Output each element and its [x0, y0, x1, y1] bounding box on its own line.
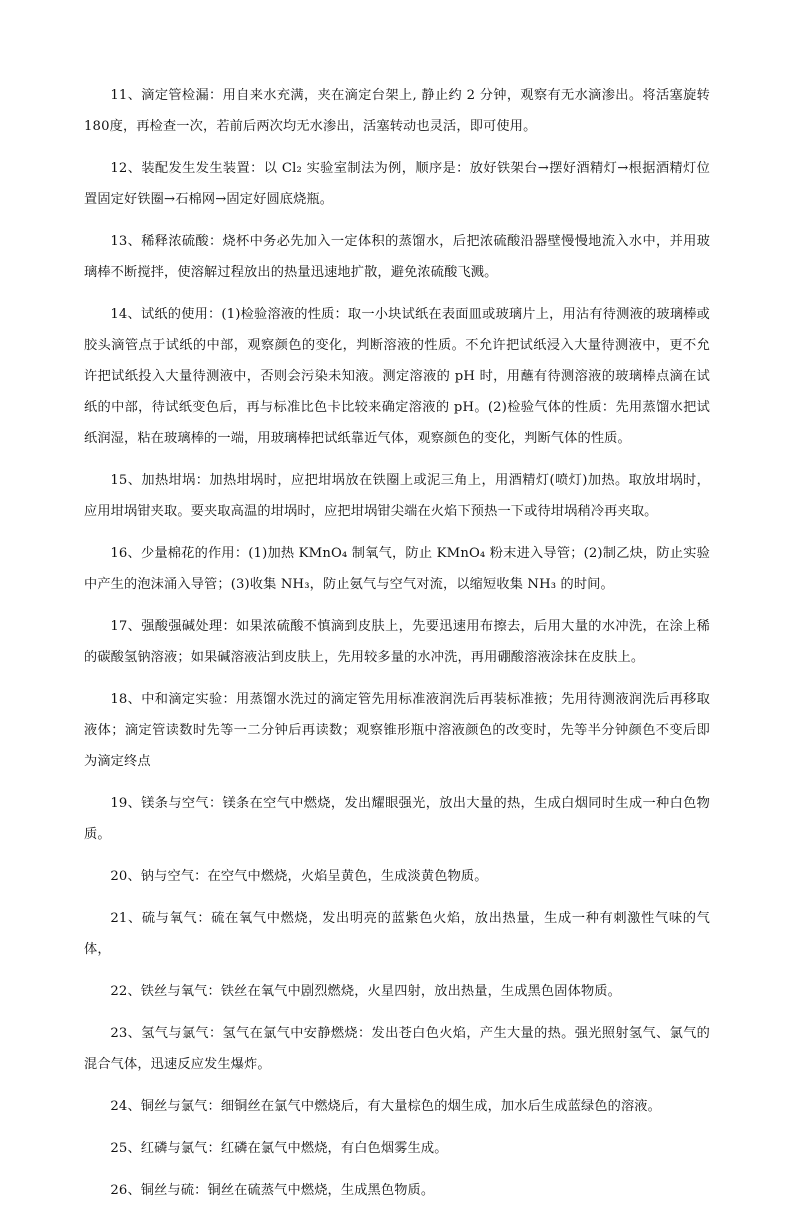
- paragraph-18: 18、中和滴定实验：用蒸馏水洗过的滴定管先用标准液润洗后再装标准掖；先用待测液润洗后再移取液体；滴定管读数时先等一二分钟后再读数；观察锥形瓶中溶液颜色的改变时，先等半分钟颜色不变后即为滴定终点: [84, 692, 710, 769]
- paragraph-26: 26、铜丝与硫：铜丝在硫蒸气中燃烧，生成黑色物质。: [110, 1183, 435, 1198]
- paragraph-20: 20、钠与空气：在空气中燃烧，火焰呈黄色，生成淡黄色物质。: [110, 869, 488, 884]
- paragraph-23: 23、氢气与氯气：氢气在氯气中安静燃烧：发出苍白色火焰，产生大量的热。强光照射氢气、氯气的混合气体，迅速反应发生爆炸。: [84, 1026, 710, 1072]
- paragraph-16: 16、少量棉花的作用：(1)加热 KMnO₄ 制氧气，防止 KMnO₄ 粉末进入导管；(2)制乙炔，防止实验中产生的泡沫涌入导管；(3)收集 NH₃，防止氨气与空气对流，以缩短收集 NH₃ 的时间。: [84, 546, 710, 592]
- paragraph-25: 25、红磷与氯气：红磷在氯气中燃烧，有白色烟雾生成。: [110, 1141, 448, 1156]
- paragraph-15: 15、加热坩埚：加热坩埚时，应把坩埚放在铁圈上或泥三角上，用酒精灯(喷灯)加热。取放坩埚时，应用坩埚钳夹取。要夹取高温的坩埚时，应把坩埚钳尖端在火焰下预热一下或待坩埚稍冷再夹取。: [84, 473, 710, 519]
- paragraph-17: 17、强酸强碱处理：如果浓硫酸不慎滴到皮肤上，先要迅速用布擦去，后用大量的水冲洗，在涂上稀的碳酸氢钠溶液；如果碱溶液沾到皮肤上，先用较多量的水冲洗，再用硼酸溶液涂抹在皮肤上。: [84, 619, 710, 665]
- paragraph-21: 21、硫与氧气：硫在氧气中燃烧，发出明亮的蓝紫色火焰，放出热量，生成一种有刺激性气味的气体，: [84, 911, 710, 957]
- paragraph-13: 13、稀释浓硫酸：烧杯中务必先加入一定体积的蒸馏水，后把浓硫酸沿器壁慢慢地流入水中，并用玻璃棒不断搅拌，使溶解过程放出的热量迅速地扩散，避免浓硫酸飞溅。: [84, 234, 710, 280]
- paragraph-19: 19、镁条与空气：镁条在空气中燃烧，发出耀眼强光，放出大量的热，生成白烟同时生成一种白色物质。: [84, 796, 710, 842]
- paragraph-14: 14、试纸的使用：(1)检验溶液的性质：取一小块试纸在表面皿或玻璃片上，用沾有待测液的玻璃棒或胶头滴管点于试纸的中部，观察颜色的变化，判断溶液的性质。不允许把试纸浸入大量待测液中，更不允许把试纸投入大量待测液中，否则会污染未知液。测定溶液的 pH 时，用蘸有待测溶液的玻璃棒点滴在试纸的中部，待试纸变色后，再与标准比色卡比较来确定溶液的 pH。(2)检验气体的性质：先用蒸馏水把试纸润湿，粘在玻璃棒的一端，用玻璃棒把试纸靠近气体，观察颜色的变化，判断气体的性质。: [84, 307, 710, 446]
- paragraph-11: 11、滴定管检漏：用自来水充满，夹在滴定台架上, 静止约 2 分钟，观察有无水滴渗出。将活塞旋转180度，再检查一次，若前后两次均无水渗出，活塞转动也灵活，即可使用。: [84, 88, 710, 134]
- paragraph-24: 24、铜丝与氯气：细铜丝在氯气中燃烧后，有大量棕色的烟生成，加水后生成蓝绿色的溶液。: [110, 1099, 661, 1114]
- paragraph-22: 22、铁丝与氧气：铁丝在氧气中剧烈燃烧，火星四射，放出热量，生成黑色固体物质。: [110, 984, 621, 999]
- paragraph-12: 12、装配发生发生装置：以 Cl₂ 实验室制法为例，顺序是：放好铁架台→摆好酒精灯→根据酒精灯位置固定好铁圈→石棉网→固定好圆底烧瓶。: [84, 161, 710, 207]
